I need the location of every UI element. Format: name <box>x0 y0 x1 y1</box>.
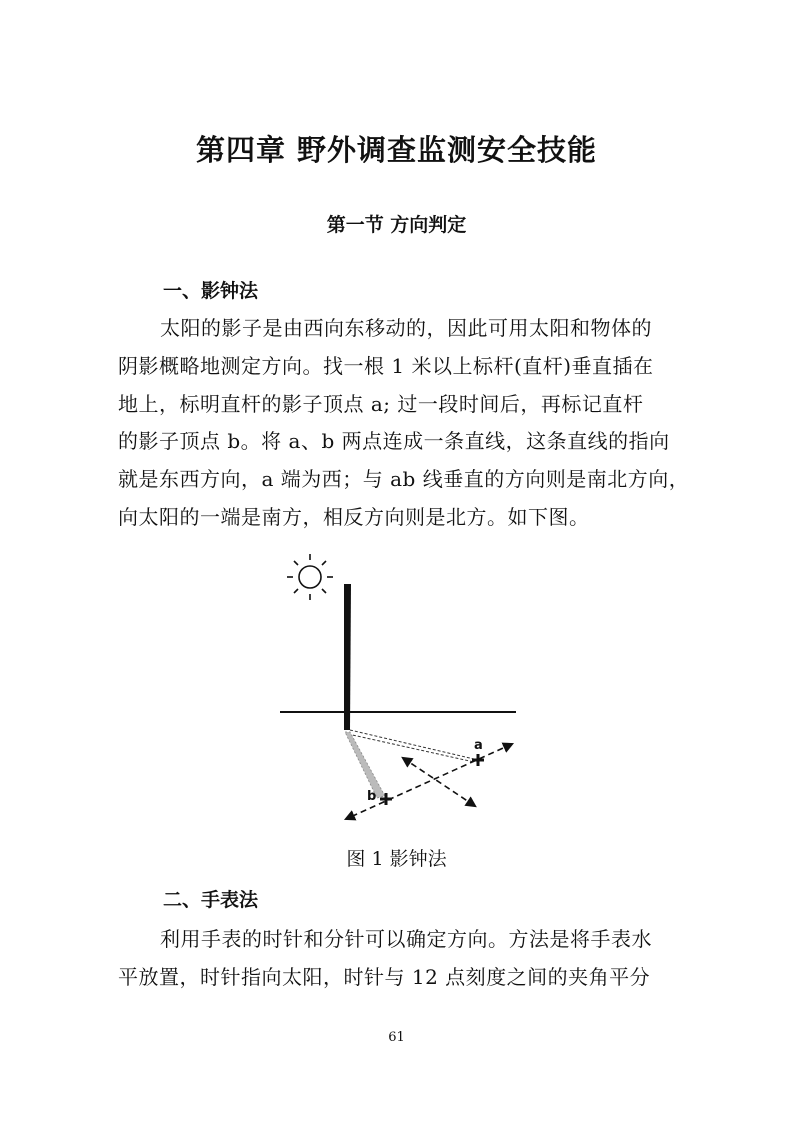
chapter-title: 第四章 野外调查监测安全技能 <box>195 133 598 167</box>
figure-caption: 图 1 影钟法 <box>346 848 447 870</box>
method2-heading: 二、手表法 <box>163 889 259 911</box>
method1-paragraph <box>118 310 690 537</box>
sun-icon <box>287 554 333 600</box>
method1-heading: 一、影钟法 <box>163 280 259 302</box>
paragraph-line: 向太阳的一端是南方，相反方向则是北方。如下图。 <box>118 504 590 529</box>
paragraph-line: 阴影概略地测定方向。找一根 1 米以上标杆(直杆)垂直插在 <box>118 353 654 378</box>
paragraph-line: 太阳的影子是由西向东移动的，因此可用太阳和物体的 <box>160 316 652 340</box>
section-title: 第一节 方向判定 <box>326 214 467 236</box>
paragraph-line: 就是东西方向，a 端为西；与 ab 线垂直的方向则是南北方向， <box>118 467 690 492</box>
paragraph-line: 地上，标明直杆的影子顶点 a; 过一段时间后，再标记直杆 <box>118 391 644 416</box>
paragraph-line: 平放置，时针指向太阳，时针与 12 点刻度之间的夹角平分 <box>118 964 651 989</box>
vertical-pole <box>344 584 351 730</box>
shadow-clock-figure <box>270 548 530 830</box>
point-b-label: b <box>367 789 377 804</box>
shadow-b <box>345 732 385 798</box>
point-a-marker <box>472 754 484 766</box>
point-a-label: a <box>474 738 483 753</box>
page-number: 61 <box>388 1030 405 1045</box>
shadow-a <box>348 730 474 762</box>
paragraph-line: 的影子顶点 b。将 a、b 两点连成一条直线，这条直线的指向 <box>118 429 670 454</box>
paragraph-line: 利用手表的时针和分针可以确定方向。方法是将手表水 <box>160 927 652 951</box>
method2-paragraph <box>118 921 676 997</box>
